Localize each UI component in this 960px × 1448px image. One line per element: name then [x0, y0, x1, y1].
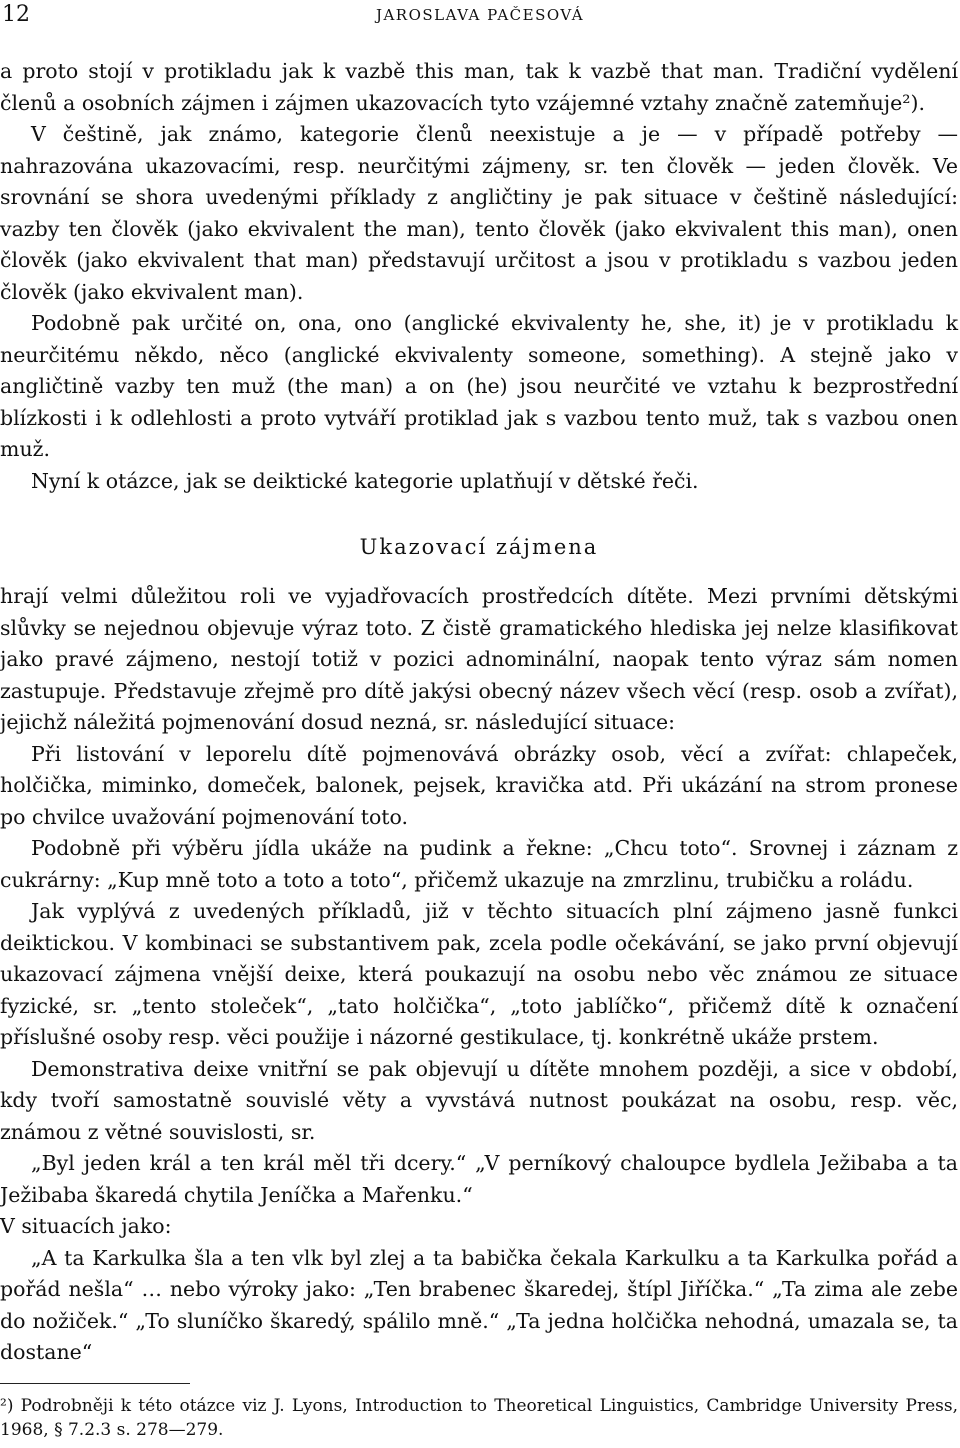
paragraph: Při listování v leporelu dítě pojmenovává obrázky osob, věcí a zvířat: chlapeček, holčička, miminko, domeček, balonek, pejsek, kravička atd. Při ukázání na strom pronese po chvilce uvažování pojmenování toto.	[0, 741, 958, 829]
paragraph: V češtině, jak známo, kategorie členů neexistuje a je — v případě potřeby — nahrazována ukazovacími, resp. neurčitými zájmeny, sr. ten člověk — jeden člověk. Ve srovnání se shora uvedenými příklady z angličtiny je pak situace v češtině následující: vazby ten člověk (jako ekvivalent the man), tento člověk (jako ekvivalent this man), onen člověk (jako ekvivalent that man) představují určitost a jsou v protikladu s vazbou jeden člověk (jako ekvivalent man).	[0, 122, 958, 304]
section-heading: Ukazovací zájmena	[359, 535, 599, 559]
paragraph: V situacích jako:	[0, 1214, 172, 1238]
footnote-rule	[0, 1383, 190, 1384]
paragraph: Podobně pak určité on, ona, ono (anglické ekvivalenty he, she, it) je v protikladu k neurčitému někdo, něco (anglické ekvivalenty someone, something). A stejně jako v angličtině vazby ten muž (the man) a on (he) jsou neurčité ve vztahu k bezprostřední blízkosti i k odlehlosti a proto vytváří protiklad jak s vazbou tento muž, tak s vazbou onen muž.	[0, 311, 958, 461]
paragraph: Podobně při výběru jídla ukáže na pudink a řekne: „Chcu toto“. Srovnej i záznam z cukrárny: „Kup mně toto a toto a toto“, přičemž ukazuje na zmrzlinu, trubičku a roládu.	[0, 836, 958, 892]
main-text	[0, 56, 958, 1369]
paragraph: Jak vyplývá z uvedených příkladů, již v těchto situacích plní zájmeno jasně funkci deiktickou. V kombinaci se substantivem pak, zcela podle očekávání, se jako první objevují ukazovací zájmena vnější deixe, která poukazují na osobu nebo věc známou ze situace fyzické, sr. „tento stoleček“, „tato holčička“, „toto jablíčko“, přičemž dítě k označení příslušné osoby resp. věci použije i názorné gestikulace, tj. konkrétně ukáže prstem.	[0, 899, 958, 1049]
example-quote: „A ta Karkulka šla a ten vlk byl zlej a ta babička čekala Karkulku a ta Karkulka pořád a pořád nešla“ … nebo výroky jako: „Ten brabenec škaredej, štípl Jiříčka.“ „Ta zima ale zebe do nožiček.“ „To sluníčko škaredý, spálilo mně.“ „Ta jedna holčička nehodná, umazala se, ta dostane“	[0, 1245, 958, 1364]
page-number: 12	[2, 2, 30, 27]
example-quote: „Byl jeden král a ten král měl tři dcery.“ „V perníkový chaloupce bydlela Ježibaba a ta Ježibaba škaredá chytila Jeníčka a Mařenku.“	[0, 1151, 958, 1207]
paragraph: Demonstrativa deixe vnitřní se pak objevují u dítěte mnohem později, a sice v období, kdy tvoří samostatně souvislé věty a vyvstává nutnost poukázat na osobu, resp. věc, známou z větné souvislosti, sr.	[0, 1056, 958, 1144]
paragraph: hrají velmi důležitou roli ve vyjadřovacích prostředcích dítěte. Mezi prvními dětskými slůvky se nejednou objevuje výraz toto. Z čistě gramatického hlediska jej nelze klasifikovat jako pravé zájmeno, nestojí totiž v pozici adnominální, naopak tento výraz sám nomen zastupuje. Představuje zřejmě pro dítě jakýsi obecný název všech věcí (resp. osob a zvířat), jejichž náležitá pojmenování dosud nezná, sr. následující situace:	[0, 584, 958, 734]
running-title: JAROSLAVA PAČESOVÁ	[375, 6, 585, 24]
page-header	[0, 0, 960, 40]
footnote: ²) Podrobněji k této otázce viz J. Lyons, Introduction to Theoretical Linguistics, Cambridge University Press, 1968, § 7.2.3 s. 278—279.	[0, 1396, 958, 1440]
paragraph: Nyní k otázce, jak se deiktické kategorie uplatňují v dětské řeči.	[31, 468, 699, 493]
paragraph: a proto stojí v protikladu jak k vazbě this man, tak k vazbě that man. Tradiční vydělení členů a osobních zájmen i zájmen ukazovacích tyto vzájemné vztahy značně zatemňuje²).	[0, 59, 958, 115]
